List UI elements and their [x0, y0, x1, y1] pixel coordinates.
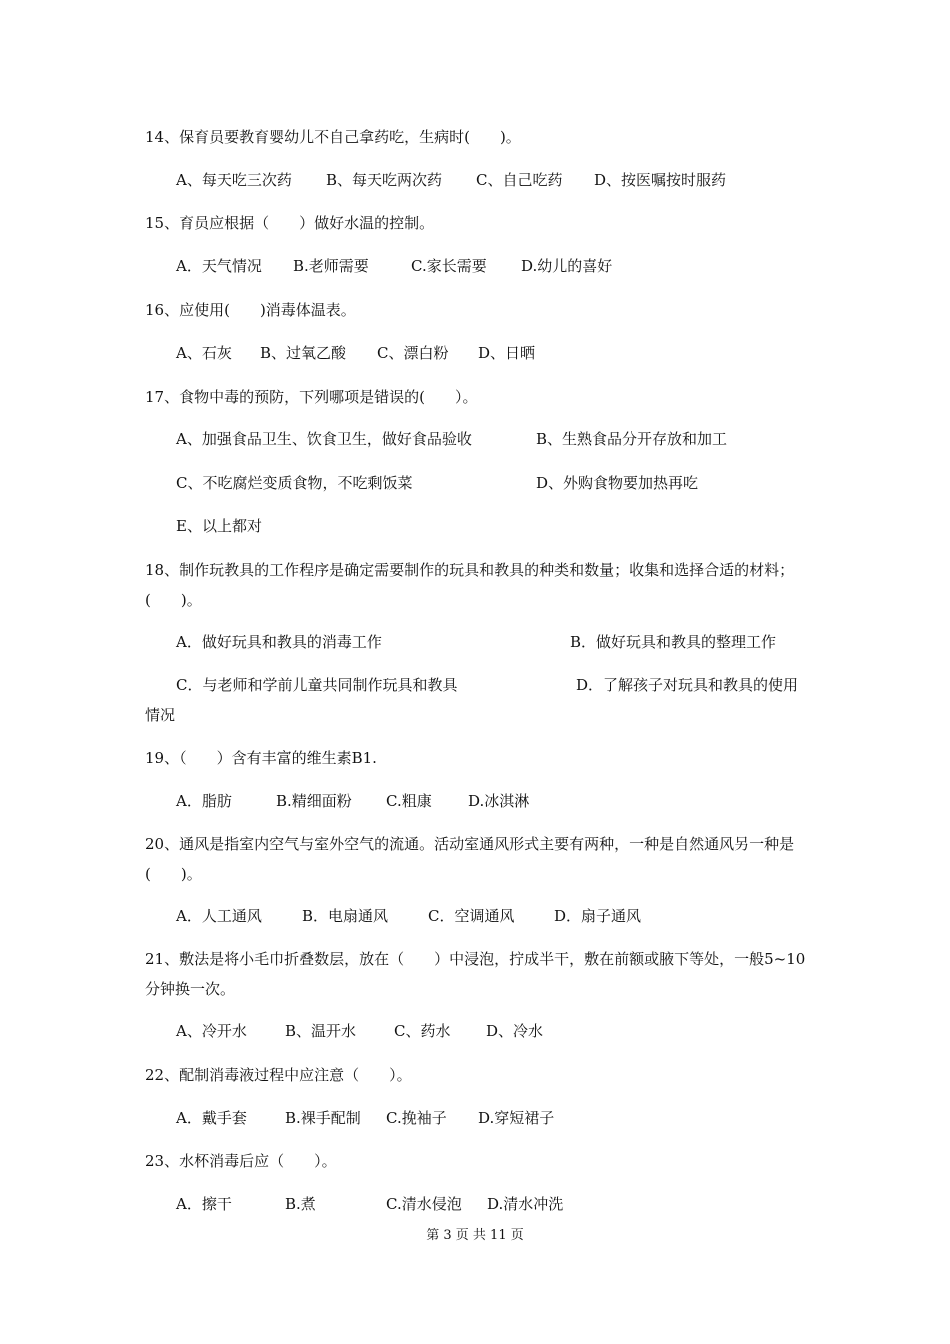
- page-number-footer: 第 3 页 共 11 页: [426, 1228, 524, 1243]
- option-c: C.挽袖子: [386, 1109, 447, 1127]
- option-d: D．了解孩子对玩具和教具的使用情况: [145, 676, 799, 724]
- question-14-stem: 14、保育员要教育婴幼儿不自己拿药吃，生病时( )。: [145, 128, 521, 146]
- question-17-options-row3: [176, 511, 816, 541]
- option-b: B、过氧乙酸: [260, 344, 347, 362]
- question-22-options: [176, 1103, 816, 1133]
- option-c: C、自己吃药: [476, 171, 563, 189]
- question-17-options-row1: [176, 424, 816, 454]
- question-14-options: [176, 165, 816, 195]
- option-b: B．电扇通风: [302, 907, 389, 925]
- option-a: A．人工通风: [176, 907, 262, 925]
- question-22-stem: 22、配制消毒液过程中应注意（ ）。: [145, 1066, 412, 1084]
- option-e: E、以上都对: [176, 517, 262, 535]
- option-d: D、外购食物要加热再吃: [536, 474, 699, 492]
- option-a: A、加强食品卫生、饮食卫生，做好食品验收: [176, 430, 472, 448]
- option-c: C、漂白粉: [377, 344, 449, 362]
- option-d: D.清水冲洗: [487, 1195, 564, 1213]
- question-19-options: [176, 786, 816, 816]
- option-b: B、每天吃两次药: [326, 171, 443, 189]
- option-b: B、温开水: [285, 1022, 357, 1040]
- option-d: D．扇子通风: [554, 907, 642, 925]
- option-b: B.老师需要: [293, 257, 369, 275]
- option-c: C.清水侵泡: [386, 1195, 462, 1213]
- question-16-stem: 16、应使用( )消毒体温表。: [145, 301, 356, 319]
- question-17-options-row2: [176, 468, 816, 498]
- option-b: B、生熟食品分开存放和加工: [536, 430, 728, 448]
- question-18-options-row2: [145, 670, 810, 730]
- option-a: A、石灰: [176, 344, 232, 362]
- question-16-options: [176, 338, 816, 368]
- question-15-stem: 15、育员应根据（ ）做好水温的控制。: [145, 214, 435, 232]
- question-18-stem: 18、制作玩教具的工作程序是确定需要制作的玩具和教具的种类和数量；收集和选择合适的材料；( )。: [145, 561, 795, 609]
- question-15-options: [176, 251, 816, 281]
- option-b: B.精细面粉: [276, 792, 352, 810]
- option-d: D、按医嘱按时服药: [594, 171, 727, 189]
- option-d: D、冷水: [486, 1022, 544, 1040]
- question-20-stem: 20、通风是指室内空气与室外空气的流通。活动室通风形式主要有两种，一种是自然通风另一种是( )。: [145, 835, 795, 883]
- question-17-stem: 17、食物中毒的预防，下列哪项是错误的( ）。: [145, 388, 478, 406]
- option-d: D.幼儿的喜好: [521, 257, 613, 275]
- question-21-options: [176, 1016, 816, 1046]
- option-b: B．做好玩具和教具的整理工作: [570, 633, 777, 651]
- option-d: D、日晒: [478, 344, 536, 362]
- question-23-options: [176, 1189, 816, 1219]
- question-18-options-row1: [176, 627, 816, 657]
- option-a: A．天气情况: [176, 257, 262, 275]
- option-b: B.煮: [285, 1195, 316, 1213]
- option-a: A．戴手套: [176, 1109, 247, 1127]
- question-19-stem: 19、（ ）含有丰富的维生素B1.: [145, 749, 377, 767]
- option-a: A、每天吃三次药: [176, 171, 292, 189]
- option-d: D.冰淇淋: [468, 792, 530, 810]
- option-c: C、不吃腐烂变质食物，不吃剩饭菜: [176, 474, 413, 492]
- option-a: A、冷开水: [176, 1022, 247, 1040]
- question-20-options: [176, 901, 816, 931]
- option-a: A．做好玩具和教具的消毒工作: [176, 633, 382, 651]
- question-21-stem: 21、敷法是将小毛巾折叠数层，放在（ ）中浸泡，拧成半干，敷在前额或腋下等处，一般5~10分钟换一次。: [145, 950, 806, 998]
- option-a: A．脂肪: [176, 792, 232, 810]
- option-d: D.穿短裙子: [478, 1109, 555, 1127]
- question-23-stem: 23、水杯消毒后应（ ）。: [145, 1152, 337, 1170]
- option-c: C.粗康: [386, 792, 432, 810]
- option-b: B.裸手配制: [285, 1109, 361, 1127]
- option-c: C、药水: [394, 1022, 451, 1040]
- option-c: C．与老师和学前儿童共同制作玩具和教具: [176, 676, 458, 694]
- option-c: C．空调通风: [428, 907, 515, 925]
- option-c: C.家长需要: [411, 257, 487, 275]
- option-a: A．擦干: [176, 1195, 232, 1213]
